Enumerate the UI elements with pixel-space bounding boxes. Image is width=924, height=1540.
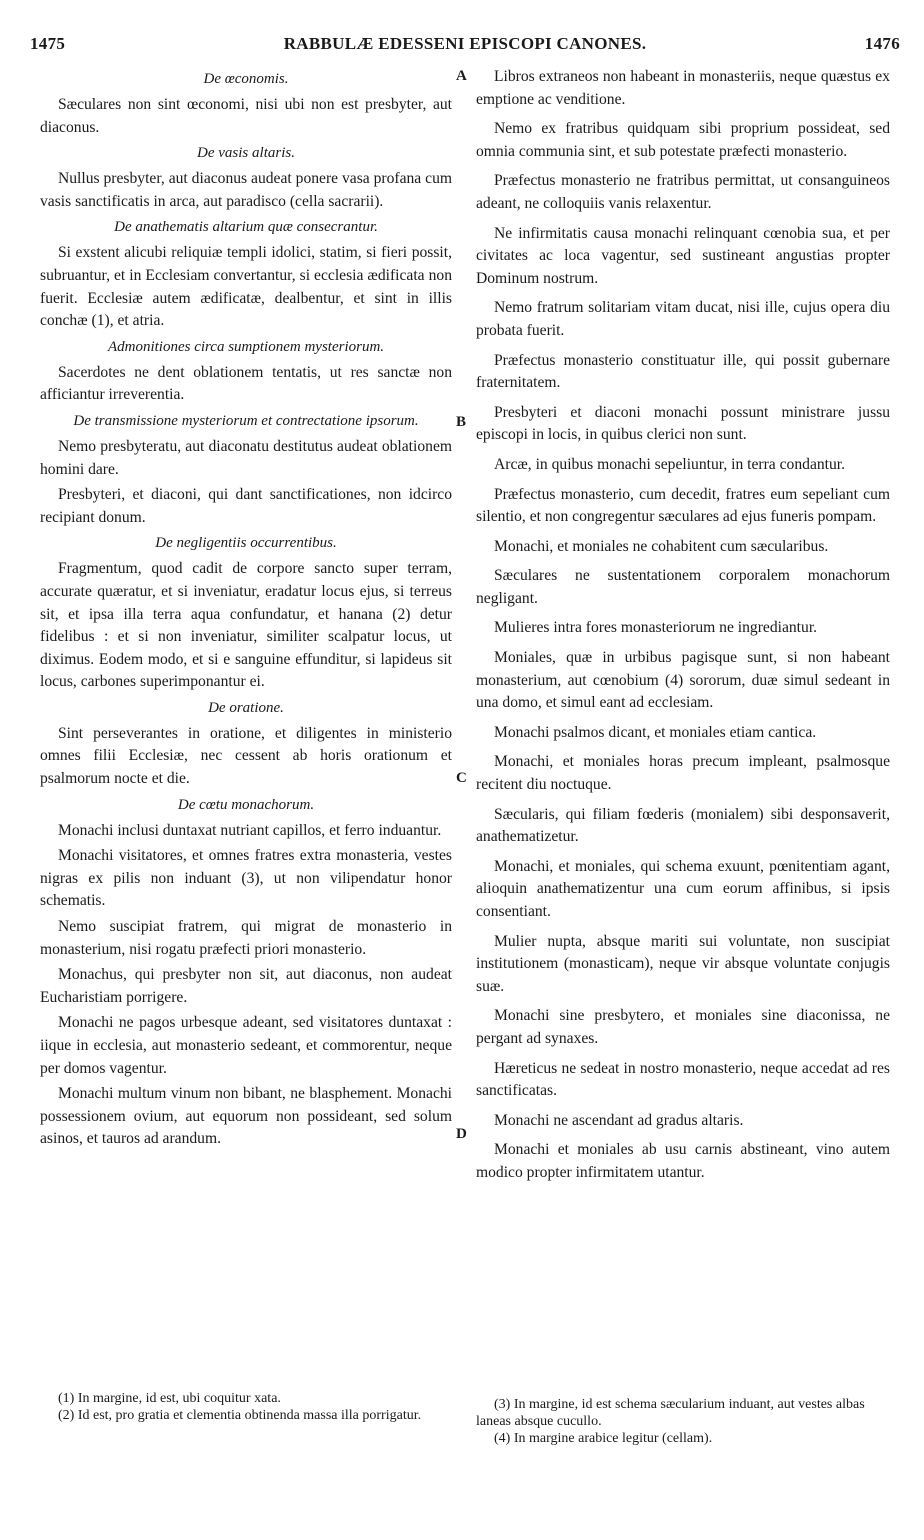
canon-paragraph: Presbyteri, et diaconi, qui dant sanctificationes, non idcirco recipiant donum. [40, 486, 452, 526]
canon-paragraph: Sæculares ne sustentationem corporalem monachorum negligant. [476, 567, 890, 607]
canon-paragraph: Præfectus monasterio ne fratribus permittat, ut consanguineos adeant, ne colloquiis vanis relaxentur. [476, 172, 890, 212]
margin-letter-d: D [456, 1126, 467, 1142]
footnotes-right [476, 1396, 896, 1447]
section-heading: De vasis altaris. [197, 145, 295, 162]
canon-paragraph: Præfectus monasterio constituatur ille, qui possit gubernare fraternitatem. [476, 351, 890, 392]
canon-paragraph: Presbyteri et diaconi monachi possunt ministrare jussu episcopi in locis, in quibus clerici non sunt. [476, 403, 890, 444]
canon-paragraph: Sæculares non sint œconomi, nisi ubi non est presbyter, aut diaconus. [40, 96, 452, 136]
page-number-right: 1476 [864, 34, 900, 53]
canon-paragraph: Sint perseverantes in oratione, et diligentes in ministerio omnes filii Ecclesiæ, nec cessent ab horis orationum et psalmorum nocte et die. [40, 724, 452, 788]
section-heading: De oratione. [208, 699, 284, 716]
canon-paragraph: Nemo ex fratribus quidquam sibi proprium possideat, sed omnia communia sint, et sub potestate præfecti monasterio. [476, 120, 890, 160]
page-header [30, 34, 900, 60]
canon-paragraph: Monachi ne pagos urbesque adeant, sed visitatores duntaxat : iique in ecclesia, aut monasterio sedeant, et commorentur, neque per domos vagentur. [40, 1014, 452, 1077]
footnote: (2) Id est, pro gratia et clementia obtinenda massa illa porrigatur. [58, 1408, 422, 1423]
right-column [476, 66, 890, 1192]
canon-paragraph: Arcæ, in quibus monachi sepeliuntur, in terra condantur. [494, 455, 846, 473]
canon-paragraph: Monachi ne ascendant ad gradus altaris. [494, 1111, 744, 1129]
canon-paragraph: Si exstent alicubi reliquiæ templi idolici, statim, si fieri possit, subruantur, et in Ecclesiam convertantur, si ecclesia ædificata non fuerit. Ecclesiæ autem ædificatæ, dealbentur, et sint in illis conchæ (1), et atria. [40, 244, 452, 330]
footnote: (1) In margine, id est, ubi coquitur xata. [58, 1391, 281, 1406]
footnote: (4) In margine arabice legitur (cellam). [494, 1431, 713, 1446]
section-heading: De transmissione mysteriorum et contrectatione ipsorum. [73, 412, 419, 429]
section-heading: De œconomis. [203, 71, 289, 87]
section-heading: Admonitiones circa sumptionem mysteriorum. [107, 338, 385, 355]
canon-paragraph: Moniales, quæ in urbibus pagisque sunt, si non habeant monasterium, aut cœnobium (4) sororum, duæ simul sedeant in una domo, et simul eant ad ecclesiam. [476, 649, 890, 712]
canon-paragraph: Monachi sine presbytero, et moniales sine diaconissa, ne pergant ad synaxes. [476, 1007, 890, 1047]
footnotes-left [40, 1390, 460, 1424]
canon-paragraph: Fragmentum, quod cadit de corpore sancto super terram, accurate quæratur, et si inveniatur, eradatur locus ejus, si terreus sit, et ipsa illa terra aqua confundatur, et hanana (2) detur fidelibus : et si non inveniatur, similiter scalpatur locus, ut diximus. Eodem modo, et si e sanguine effunditur, si lapideus sit locus, carbones superimponantur ei. [40, 560, 452, 691]
canon-paragraph: Præfectus monasterio, cum decedit, fratres eum sepeliant cum silentio, et non congregentur sæculares ad ejus funeris pompam. [476, 485, 890, 526]
left-column [40, 66, 452, 1154]
canon-paragraph: Sæcularis, qui filiam fœderis (monialem) sibi desponsaverit, anathematizetur. [476, 805, 890, 846]
running-title: RABBULÆ EDESSENI EPISCOPI CANONES. [283, 34, 647, 53]
section-heading: De anathematis altarium quæ consecrantur. [114, 219, 378, 236]
canon-paragraph: Sacerdotes ne dent oblationem tentatis, ut res sanctæ non afficiantur irreverentia. [40, 363, 452, 404]
canon-paragraph: Monachi inclusi duntaxat nutriant capillos, et ferro induantur. [58, 821, 442, 839]
page-number-left: 1475 [30, 34, 66, 53]
canon-paragraph: Ne infirmitatis causa monachi relinquant cœnobia sua, et per civitates ac loca vagentur, sed sustineant angustias propter Dominum nostrum. [476, 224, 890, 287]
section-heading: De negligentiis occurrentibus. [155, 535, 337, 552]
canon-paragraph: Nemo presbyteratu, aut diaconatu destitutus audeat oblationem homini dare. [40, 437, 452, 478]
canon-paragraph: Monachi, et moniales ne cohabitent cum sæcularibus. [494, 537, 829, 555]
canon-paragraph: Nemo suscipiat fratrem, qui migrat de monasterio in monasterium, nisi rogatu præfecti priori monasterio. [40, 918, 452, 958]
footnote: (3) In margine, id est schema sæcularium induant, aut vestes albas laneas absque cucullo. [476, 1397, 865, 1429]
margin-letter-b: B [456, 414, 467, 430]
canon-paragraph: Nemo fratrum solitariam vitam ducat, nisi ille, cujus opera diu probata fuerit. [476, 299, 890, 339]
canon-paragraph: Mulier nupta, absque mariti sui voluntate, non suscipiat institutionem (monasticam), neque vir absque voluntate conjugis suæ. [476, 932, 890, 995]
canon-paragraph: Monachi visitatores, et omnes fratres extra monasteria, vestes nigras ex pilis non induant (3), ut non vilipendatur honor schematis. [40, 847, 452, 910]
canon-paragraph: Monachi multum vinum non bibant, ne blasphement. Monachi possessionem ovium, aut equorum non possideant, sed solum asinos, et tauros ad arandum. [40, 1085, 452, 1148]
canon-paragraph: Monachi, et moniales, qui schema exuunt, pœnitentiam agant, alioquin anathematizentur una cum eorum affinibus, si ipsis consentiant. [476, 857, 890, 920]
section-heading: De cœtu monachorum. [177, 796, 315, 813]
canon-paragraph: Libros extraneos non habeant in monasteriis, neque quæstus ex emptione ac venditione. [476, 68, 890, 108]
canon-paragraph: Mulieres intra fores monasteriorum ne ingrediantur. [494, 619, 818, 637]
canon-paragraph: Monachi psalmos dicant, et moniales etiam cantica. [494, 723, 817, 741]
canon-paragraph: Monachi, et moniales horas precum impleant, psalmosque recitent diu noctuque. [476, 753, 890, 794]
canon-paragraph: Monachi et moniales ab usu carnis abstineant, vino autem modico propter infirmitatem utantur. [476, 1141, 890, 1181]
canon-paragraph: Monachus, qui presbyter non sit, aut diaconus, non audeat Eucharistiam porrigere. [40, 966, 452, 1006]
margin-letter-a: A [456, 68, 467, 84]
canon-paragraph: Nullus presbyter, aut diaconus audeat ponere vasa profana cum vasis sanctificatis in arca, aut paradisco (cella sacrarii). [40, 170, 452, 210]
canon-paragraph: Hæreticus ne sedeat in nostro monasterio, neque accedat ad res sanctificatas. [476, 1059, 890, 1100]
margin-letter-c: C [456, 770, 467, 786]
